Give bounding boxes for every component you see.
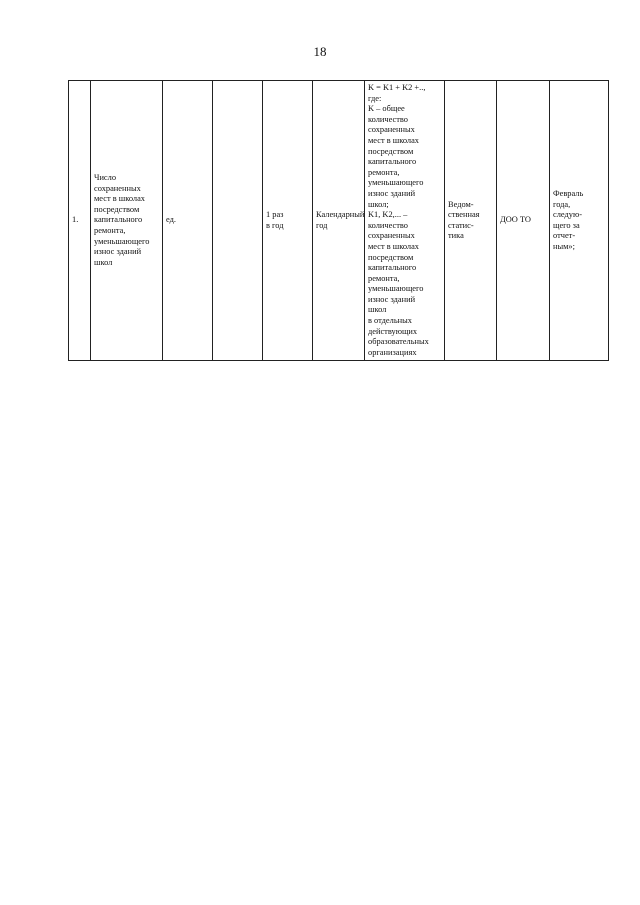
indicator-name-cell bbox=[91, 81, 163, 361]
row-number-cell bbox=[69, 81, 91, 361]
responsible-cell bbox=[497, 81, 550, 361]
row-number: 1. bbox=[72, 215, 79, 225]
unit-cell bbox=[163, 81, 213, 361]
deadline: Февраль года, следую- щего за отчет- ным»; bbox=[553, 188, 584, 251]
formula-cell bbox=[365, 81, 445, 361]
periodicity-cell bbox=[263, 81, 313, 361]
formula: K = K1 + K2 +.., где: K – общее количество сохраненных мест в школах посредством капитального ремонта, уменьшающего износ зданий школ; K1, K2,... – количество сохраненных мест в школах посредством капитального ремонта, уменьшающего износ зданий школ в отдельных действующих образовательных организациях bbox=[368, 83, 429, 357]
unit: ед. bbox=[166, 215, 176, 225]
deadline-cell bbox=[550, 81, 609, 361]
period: Календарный год bbox=[316, 210, 365, 230]
indicator-name: Число сохраненных мест в школах посредством капитального ремонта, уменьшающего износ зданий школ bbox=[94, 173, 150, 267]
empty-cell bbox=[213, 81, 263, 361]
table-row bbox=[69, 81, 609, 361]
periodicity: 1 раз в год bbox=[266, 210, 284, 230]
responsible: ДОО ТО bbox=[500, 215, 531, 225]
period-cell bbox=[313, 81, 365, 361]
source-cell bbox=[445, 81, 497, 361]
indicator-table bbox=[68, 80, 609, 361]
page-number: 18 bbox=[313, 44, 327, 59]
data-source: Ведом- ственная статис- тика bbox=[448, 199, 480, 241]
